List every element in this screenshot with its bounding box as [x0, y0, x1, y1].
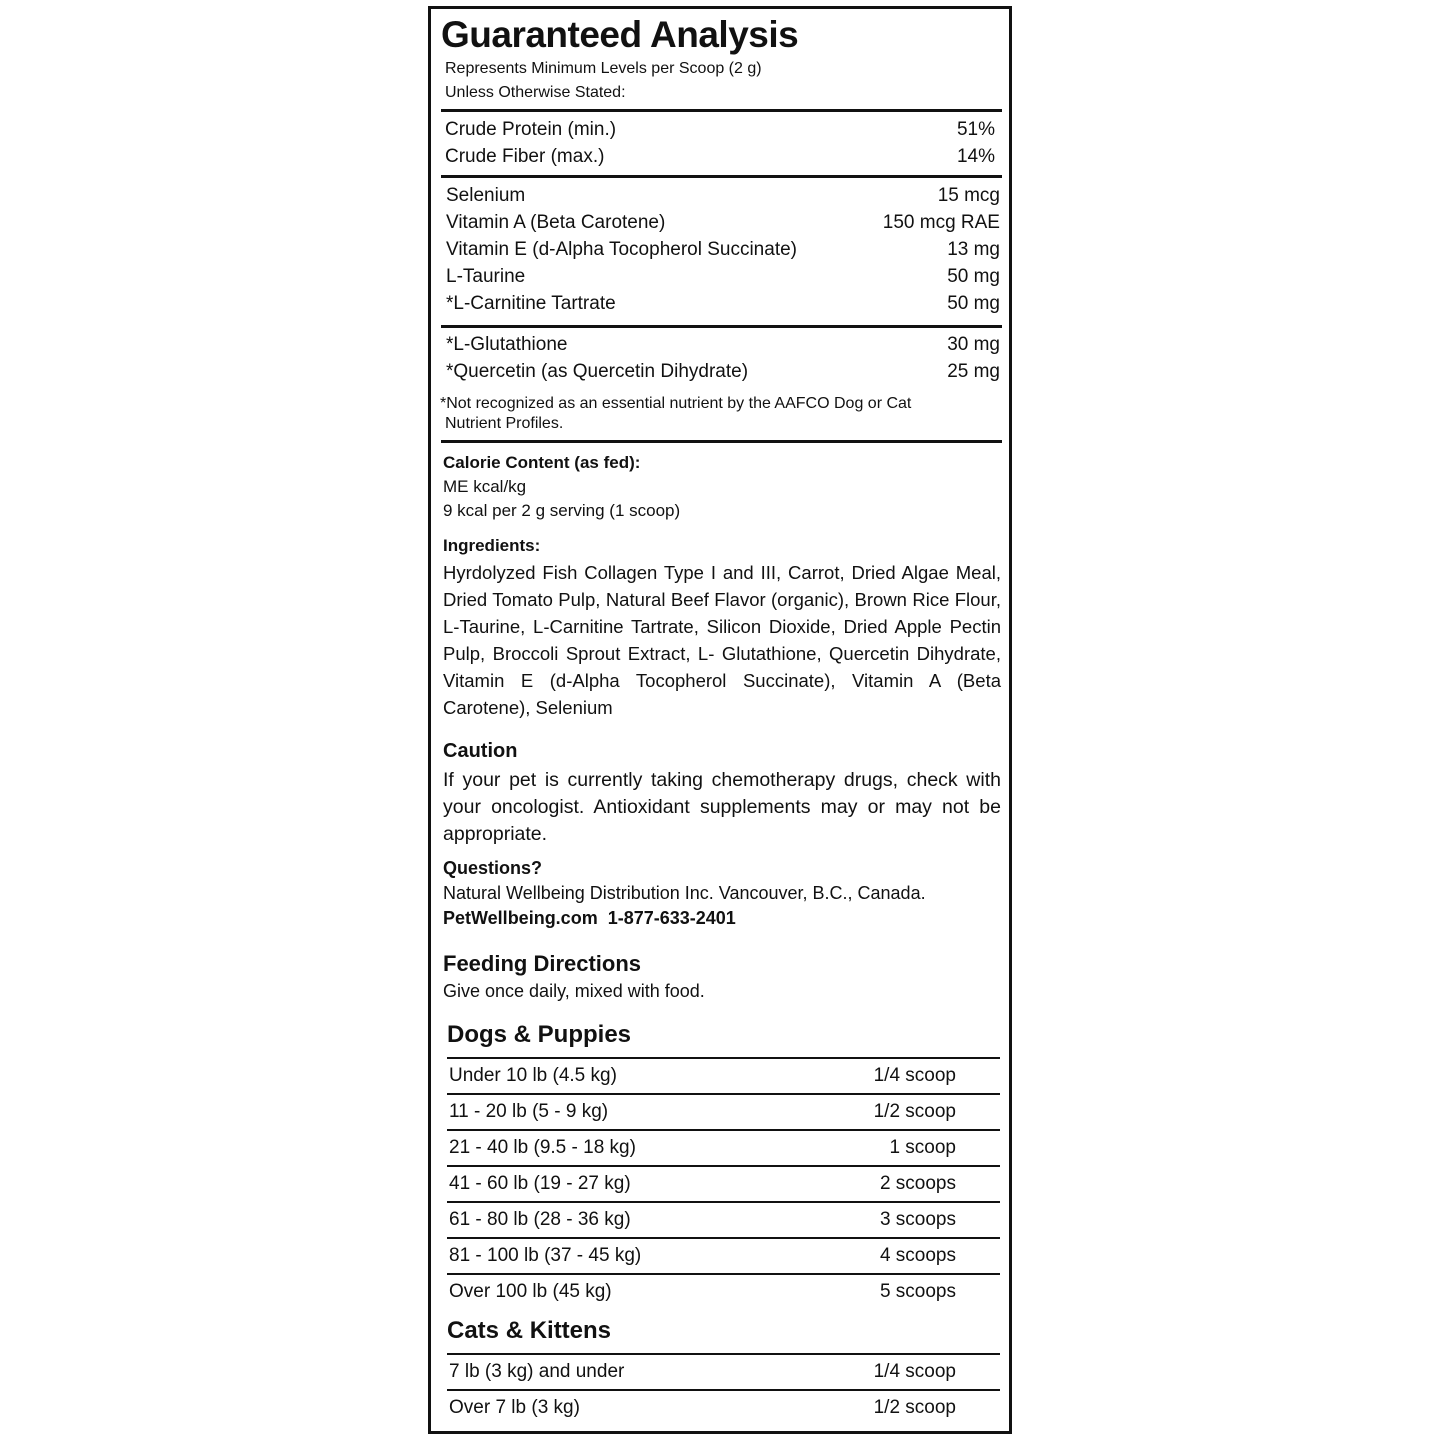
nutrient-row — [445, 119, 999, 145]
weight-range: Over 7 lb (3 kg) — [449, 1397, 580, 1418]
nutrient-row — [446, 239, 1004, 265]
scoop-amount: 1/4 scoop — [873, 1065, 956, 1086]
nutrient-name: Crude Protein (min.) — [445, 119, 617, 140]
calorie-line2: 9 kcal per 2 g serving (1 scoop) — [443, 501, 681, 520]
footnote-line2: Nutrient Profiles. — [445, 415, 564, 432]
weight-range: 11 - 20 lb (5 - 9 kg) — [449, 1101, 609, 1122]
caution-heading: Caution — [443, 740, 518, 762]
nutrient-value: 30 mg — [947, 334, 1000, 355]
ga-subtitle-line2: Unless Otherwise Stated: — [445, 84, 626, 101]
table-row — [447, 1353, 1000, 1391]
nutrient-value: 50 mg — [947, 293, 1000, 314]
scoop-amount: 1/2 scoop — [873, 1101, 956, 1122]
questions-heading: Questions? — [443, 858, 543, 878]
weight-range: 41 - 60 lb (19 - 27 kg) — [449, 1173, 631, 1194]
weight-range: 81 - 100 lb (37 - 45 kg) — [449, 1245, 642, 1266]
table-row — [447, 1273, 1000, 1311]
weight-range: Under 10 lb (4.5 kg) — [449, 1065, 617, 1086]
nutrient-value: 14% — [956, 146, 995, 167]
scoop-amount: 1 scoop — [889, 1137, 956, 1158]
company-address: Natural Wellbeing Distribution Inc. Vancouver, B.C., Canada. — [443, 883, 926, 903]
nutrient-name: Crude Fiber (max.) — [445, 146, 605, 167]
divider — [441, 175, 1002, 178]
scoop-amount: 1/2 scoop — [873, 1397, 956, 1418]
ga-subtitle-line1: Represents Minimum Levels per Scoop (2 g) — [445, 60, 762, 77]
table-row — [447, 1389, 1000, 1427]
nutrient-value: 25 mg — [947, 361, 1000, 382]
nutrient-row — [446, 334, 1004, 360]
divider — [441, 440, 1002, 443]
table-row — [447, 1201, 1000, 1239]
nutrient-value: 50 mg — [947, 266, 1000, 287]
nutrient-name: Selenium — [446, 185, 526, 206]
nutrient-name: Vitamin E (d-Alpha Tocopherol Succinate) — [446, 239, 797, 260]
supplement-label-panel — [428, 6, 1012, 1434]
cats-heading: Cats & Kittens — [447, 1317, 612, 1344]
calorie-line1: ME kcal/kg — [443, 477, 527, 496]
nutrient-row — [446, 266, 1004, 292]
divider — [441, 325, 1002, 328]
contact-line — [443, 908, 736, 929]
nutrient-row — [445, 146, 999, 172]
ingredients-heading: Ingredients: — [443, 536, 541, 555]
nutrient-name: L-Taurine — [446, 266, 526, 287]
nutrient-row — [446, 212, 1004, 238]
calorie-heading: Calorie Content (as fed): — [443, 453, 641, 472]
nutrient-row — [446, 185, 1004, 211]
scoop-amount: 2 scoops — [879, 1173, 956, 1194]
nutrient-value: 15 mcg — [937, 185, 1000, 206]
feeding-heading: Feeding Directions — [443, 951, 642, 976]
weight-range: Over 100 lb (45 kg) — [449, 1281, 612, 1302]
weight-range: 61 - 80 lb (28 - 36 kg) — [449, 1209, 631, 1230]
nutrient-row — [446, 361, 1004, 387]
feeding-text: Give once daily, mixed with food. — [443, 981, 705, 1001]
nutrient-name: *Quercetin (as Quercetin Dihydrate) — [446, 361, 749, 382]
ingredients-text: Hyrdolyzed Fish Collagen Type I and III, Carrot, Dried Algae Meal, Dried Tomato Pulp, Natural Beef Flavor (organic), Brown Rice Flour, L-Taurine, L-Carnitine Tartrate, Silicon Dioxide, Dried Apple Pectin Pulp, Broccoli Sprout Extract, L- Glutathione, Quercetin Dihydrate, Vitamin E (d-Alpha Tocopherol Succinate), Vitamin A (Beta Carotene), Selenium — [443, 562, 1001, 718]
nutrient-value: 51% — [956, 119, 995, 140]
nutrient-value: 150 mcg RAE — [882, 212, 1000, 233]
nutrient-name: *L-Carnitine Tartrate — [446, 293, 616, 314]
nutrient-row — [446, 293, 1004, 319]
scoop-amount: 3 scoops — [879, 1209, 956, 1230]
weight-range: 7 lb (3 kg) and under — [449, 1361, 625, 1382]
table-row — [447, 1093, 1000, 1131]
table-row — [447, 1165, 1000, 1203]
dogs-heading: Dogs & Puppies — [447, 1021, 632, 1048]
scoop-amount: 1/4 scoop — [873, 1361, 956, 1382]
nutrient-value: 13 mg — [947, 239, 1000, 260]
website-link[interactable]: PetWellbeing.com — [443, 908, 598, 928]
table-row — [447, 1129, 1000, 1167]
table-row — [447, 1237, 1000, 1275]
phone-number[interactable]: 1-877-633-2401 — [607, 908, 736, 928]
nutrient-name: Vitamin A (Beta Carotene) — [446, 212, 666, 233]
nutrient-name: *L-Glutathione — [446, 334, 568, 355]
guaranteed-analysis-title: Guaranteed Analysis — [441, 14, 799, 55]
scoop-amount: 5 scoops — [879, 1281, 956, 1302]
caution-text: If your pet is currently taking chemotherapy drugs, check with your oncologist. Antioxidant supplements may or may not be appropriate. — [443, 769, 1001, 845]
weight-range: 21 - 40 lb (9.5 - 18 kg) — [449, 1137, 636, 1158]
footnote-line1: *Not recognized as an essential nutrient by the AAFCO Dog or Cat — [440, 395, 912, 412]
divider — [441, 109, 1002, 112]
table-row — [447, 1057, 1000, 1095]
scoop-amount: 4 scoops — [879, 1245, 956, 1266]
